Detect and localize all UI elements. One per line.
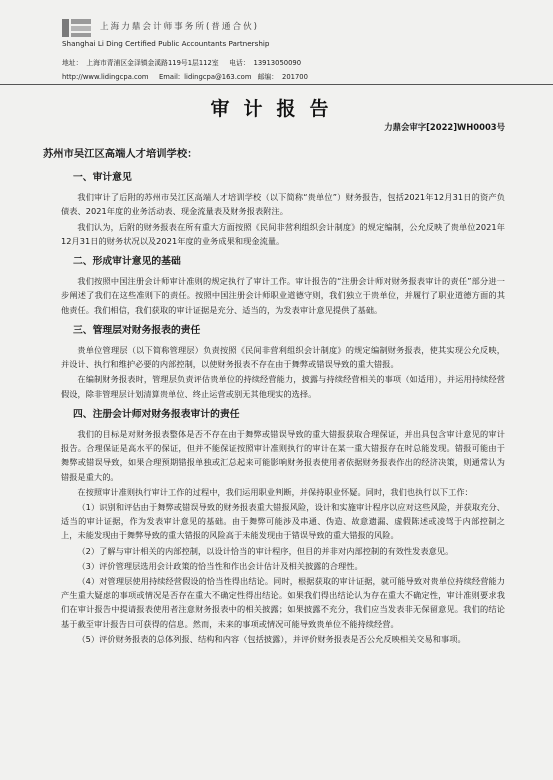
firm-name-en: Shanghai Li Ding Certified Public Accountants Partnership [62,39,270,48]
email-link[interactable]: lidingcpa@163.com [184,73,252,81]
list-item: （3）评价管理层选用会计政策的恰当性和作出会计估计及相关披露的合理性。 [77,560,363,571]
report-body [61,164,505,647]
section-heading: 一、审计意见 [73,172,132,183]
address-label: 地址： [62,59,83,67]
report-number: 力鼎会审字[2022]WH0003号 [384,122,505,132]
letterhead [62,0,505,81]
address-value: 上海市青浦区金泽镇金溪路119号1层112室 [86,59,219,67]
paragraph: 贵单位管理层（以下简称管理层）负责按照《民间非营利组织会计制度》的规定编制财务报表，使其实现公允反映，并设计、执行和维护必要的内部控制，以使财务报表不存在由于舞弊或错误导致的重大错报。 [61,345,505,370]
website-link[interactable]: http://www.lidingcpa.com [62,73,149,81]
addressee: 苏州市吴江区高端人才培训学校： [43,148,198,160]
paragraph: 我们认为，后附的财务报表在所有重大方面按照《民间非营利组织会计制度》的规定编制，公允反映了贵单位2021年12月31日的财务状况以及2021年度的业务成果和现金流量。 [61,221,505,246]
postcode-value: 201700 [282,73,308,81]
phone-label: 电话： [229,59,250,67]
section-heading: 二、形成审计意见的基础 [73,256,181,268]
paragraph: 我们按照中国注册会计师审计准则的规定执行了审计工作。审计报告的“注册会计师对财务报表审计的责任”部分进一步阐述了我们在这些准则下的责任。按照中国注册会计师职业道德守则，我们独立于贵单位，并履行了职业道德方面的其他责任。我们相信，我们获取的审计证据是充分、适当的，为发表审计意见提供了基础。 [61,276,505,315]
phone-value: 13913050090 [253,59,302,67]
section-heading: 四、注册会计师对财务报表审计的责任 [73,408,240,420]
firm-address-line [62,57,305,67]
postcode-label: 邮编： [257,73,278,81]
firm-contact-line [62,71,312,81]
section-heading: 三、管理层对财务报表的责任 [73,324,201,336]
list-item: （4）对管理层使用持续经营假设的恰当性得出结论。同时，根据获取的审计证据，就可能导致对贵单位持续经营能力产生重大疑虑的事项或情况是否存在重大不确定性得出结论。如果我们得出结论认为存在重大不确定性，审计准则要求我们在审计报告中提请报表使用者注意财务报表中的相关披露；如果披露不充分，我们应当发表非无保留意见。我们的结论基于截至审计报告日可获得的信息。然而，未来的事项或情况可能导致贵单位不能持续经营。 [61,576,505,629]
list-item: （2）了解与审计相关的内部控制，以设计恰当的审计程序，但目的并非对内部控制的有效性发表意见。 [77,545,454,556]
paragraph: 我们审计了后附的苏州市吴江区高端人才培训学校（以下简称“贵单位”）财务报告，包括2021年12月31日的资产负债表、2021年度的业务活动表、现金流量表及财务报表附注。 [61,192,505,217]
paragraph: 在编制财务报表时，管理层负责评估贵单位的持续经营能力，披露与持续经营相关的事项（如适用），并运用持续经营假设，除非管理层计划清算贵单位、终止运营或别无其他现实的选择。 [61,374,505,399]
firm-name-cn: 上海力鼎会计师事务所(普通合伙) [100,22,260,32]
report-title: 审计报告 [210,98,343,120]
email-label: Email: [159,73,181,81]
list-item: （1）识别和评估由于舞弊或错误导致的财务报表重大错报风险，设计和实施审计程序以应对这些风险，并获取充分、适当的审计证据，作为发表审计意见的基础。由于舞弊可能涉及串通、伪造、故意遗漏、虚假陈述或凌驾于内部控制之上，未能发现由于舞弊导致的重大错报的风险高于未能发现由于错误导致的重大错报的风险。 [61,502,505,541]
list-item: （5）评价财务报表的总体列报、结构和内容（包括披露），并评价财务报表是否公允反映相关交易和事项。 [77,633,466,644]
paragraph: 在按照审计准则执行审计工作的过程中，我们运用职业判断，并保持职业怀疑。同时，我们也执行以下工作： [77,486,473,497]
header-divider [0,84,553,85]
paragraph: 我们的目标是对财务报表整体是否不存在由于舞弊或错误导致的重大错报获取合理保证，并出具包含审计意见的审计报告。合理保证是高水平的保证，但并不能保证按照审计准则执行的审计在某一重大错报存在时总能发现。错报可能由于舞弊或错误导致，如果合理预期错报单独或汇总起来可能影响财务报表使用者依据财务报表作出的经济决策，则通常认为错报是重大的。 [61,429,505,482]
firm-logo-icon [62,17,92,39]
